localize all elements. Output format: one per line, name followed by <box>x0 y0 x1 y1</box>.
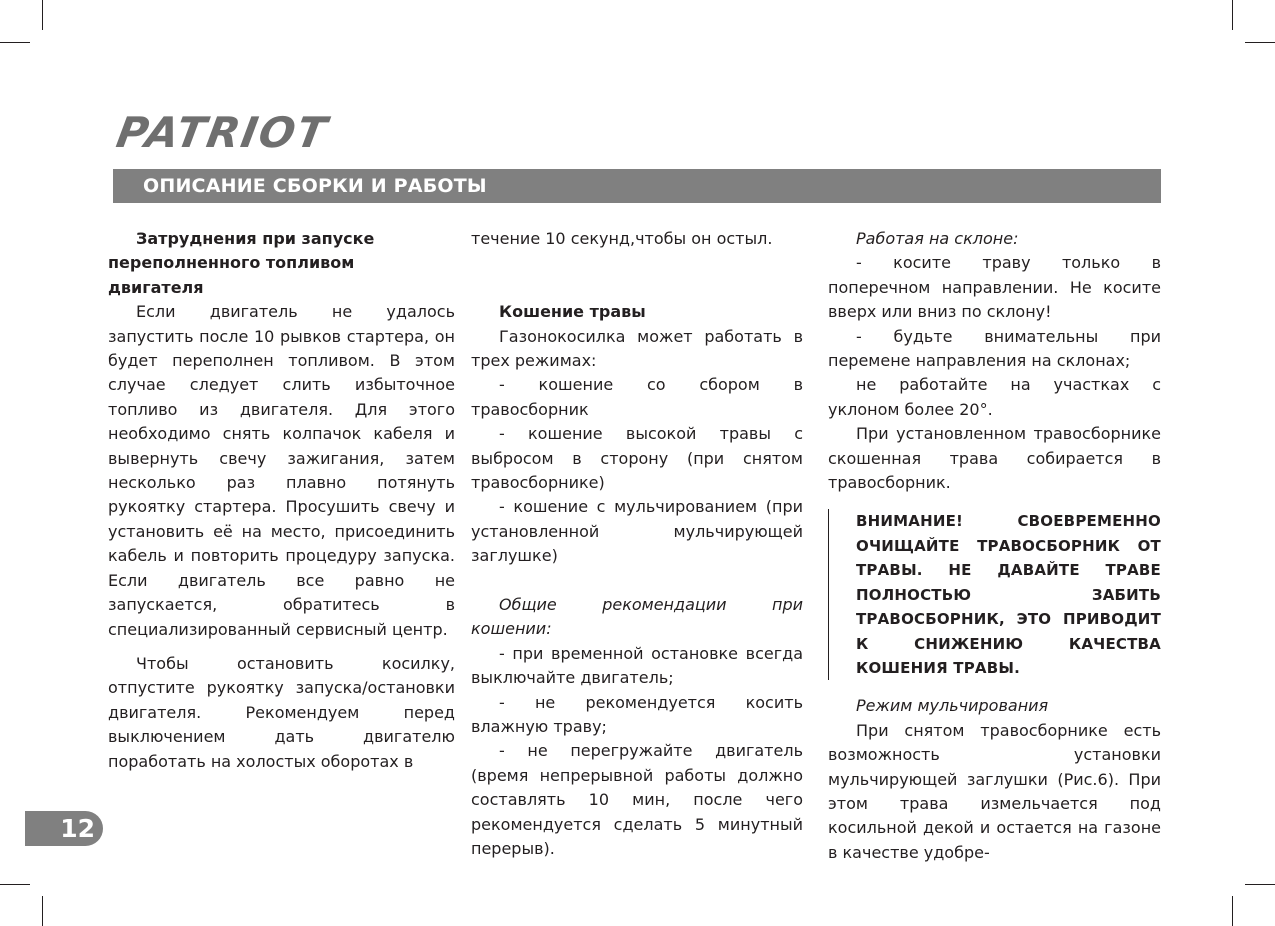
paragraph: течение 10 секунд,чтобы он остыл. <box>471 229 773 248</box>
list-item: - не перегружайте двигатель (время непрерывной работы должно составлять 10 мин, после чего рекомендуется сделать 5 минутный перерыв). <box>471 741 803 859</box>
list-item: - при временной остановке всегда выключайте двигатель; <box>471 643 803 688</box>
paragraph: При установленном травосборнике скошенная трава собирается в травосборник. <box>828 424 1161 493</box>
page-number-tab: 12 <box>25 811 103 846</box>
crop-mark <box>1232 0 1233 30</box>
list-item: - косите траву только в поперечном направлении. Не косите вверх или вниз по склону! <box>828 253 1161 322</box>
warning-rule <box>828 509 829 680</box>
crop-mark <box>42 0 43 30</box>
crop-mark <box>1245 42 1275 43</box>
section-title: ОПИСАНИЕ СБОРКИ И РАБОТЫ <box>143 175 487 197</box>
paragraph: Чтобы остановить косилку, отпустите рукоятку запуска/остановки двигателя. Рекомендуем перед выключением дать двигателю поработать на холостых оборотах в <box>108 653 455 771</box>
text-column-1 <box>108 227 455 774</box>
warning-text: ВНИМАНИЕ! СВОЕВРЕМЕННО ОЧИЩАЙТЕ ТРАВОСБОРНИК ОТ ТРАВЫ. НЕ ДАВАЙТЕ ТРАВЕ ПОЛНОСТЬЮ ЗАБИТЬ ТРАВОСБОРНИК, ЭТО ПРИВОДИТ К СНИЖЕНИЮ КАЧЕСТВА КОШЕНИЯ ТРАВЫ. <box>856 512 1161 677</box>
list-item: - кошение со сбором в травосборник <box>471 375 803 419</box>
warning-box <box>828 509 1161 680</box>
paragraph: При снятом травосборнике есть возможность установки мульчирующей заглушки (Рис.6). При этом трава измельчается под косильной декой и остается на газоне в качестве удобре- <box>828 720 1161 862</box>
list-item: - кошение высокой травы с выбросом в сторону (при снятом травосборнике) <box>471 424 803 493</box>
section-heading: Кошение травы <box>499 302 646 322</box>
subheading: Общие рекомендации при кошении: <box>471 595 803 639</box>
section-header <box>113 169 1161 203</box>
subheading: Работая на склоне: <box>856 229 1019 248</box>
crop-mark <box>42 896 43 926</box>
list-item: не работайте на участках с уклоном более 20°. <box>828 375 1161 419</box>
list-item: - будьте внимательны при перемене направления на склонах; <box>828 326 1161 371</box>
crop-mark <box>1232 896 1233 926</box>
text-column-3 <box>828 227 1161 865</box>
list-item: - не рекомендуется косить влажную траву; <box>471 692 803 737</box>
brand-logo: PATRIOT <box>113 108 333 157</box>
list-item: - кошение с мульчированием (при установленной мульчирующей заглушке) <box>471 497 803 566</box>
text-column-2 <box>471 227 803 862</box>
paragraph: Газонокосилка может работать в трех режимах: <box>471 326 803 370</box>
crop-mark <box>0 42 30 43</box>
paragraph: Если двигатель не удалось запустить после 10 рывков стартера, он будет переполнен топливом. В этом случае следует слить избыточное топливо из двигателя. Для этого необходимо снять колпачок кабеля и вывернуть свечу зажигания, затем несколько раз плавно потянуть рукоятку стартера. Просушить свечу и установить её на место, присоединить кабель и повторить процедуру запуска. Если двигатель все равно не запускается, обратитесь в специализированный сервисный центр. <box>108 302 455 639</box>
subheading: Режим мульчирования <box>856 696 1049 716</box>
crop-mark <box>0 884 30 885</box>
section-heading: Затруднения при запуске переполненного топливом двигателя <box>108 229 375 297</box>
crop-mark <box>1245 884 1275 885</box>
